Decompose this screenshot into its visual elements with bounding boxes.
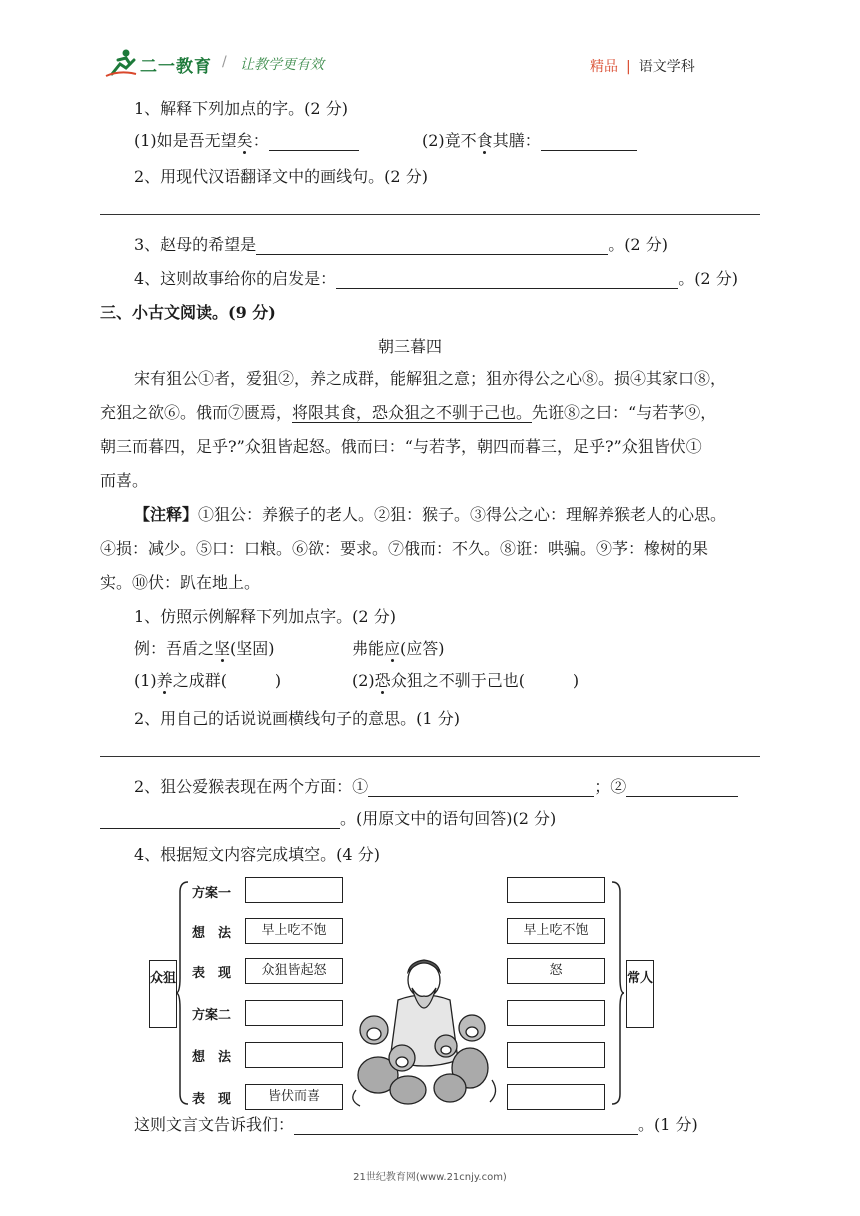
logo [104,48,324,80]
section3-heading: 三、小古文阅读。(9 分) [100,303,276,322]
left-box-behavior-1[interactable]: 众狙皆起怒 [245,958,343,984]
note-text: ①狙公：养猴子的老人。②狙：猴子。③得公之心：理解养猴老人的心思。 [198,505,727,524]
underlined-sentence: 将限其食，恐众狙之不驯于己也。 [292,403,533,422]
page-footer: 21世纪教育网(www.21cnjy.com) [353,1172,507,1183]
s3-item3-cont [100,806,556,829]
example-text: (应答) [400,639,445,658]
dotted-char: 应 [384,639,401,658]
dotted-char: 坚 [214,639,231,658]
right-brace-icon [610,878,624,1108]
right-group-label: 常人 [627,971,654,986]
left-brace-icon [176,878,190,1108]
answer-blank[interactable] [541,133,637,151]
right-group-box [626,960,654,1028]
s3-last-score: 。(1 分) [638,1115,698,1134]
right-box-plan-2[interactable] [507,1000,605,1026]
answer-blank[interactable] [368,779,594,797]
sub-item-number: (2) [352,671,375,690]
old-man-and-monkeys-illustration-icon [346,950,502,1110]
s3-item1-b[interactable] [352,668,579,691]
left-group-box [149,960,177,1028]
answer-blank[interactable] [269,133,359,151]
q2-item4-score: 。(2 分) [678,269,738,288]
passage-line-4: 而喜。 [100,471,149,490]
s3-example-1 [134,636,275,659]
s3-item4: 4、根据短文内容完成填空。(4 分) [134,845,380,864]
example-text: 弗能 [352,639,385,658]
q2-item3 [134,232,668,255]
q2-item1-b [422,128,637,151]
passage-text: 充狙之欲⑥。俄而⑦匮焉， [100,403,293,422]
answer-blank[interactable] [256,237,608,255]
quality-tag: 精品 [590,59,618,75]
logo-separator: / [222,54,227,70]
s3-item2: 2、用自己的话说说画横线句子的意思。(1 分) [134,709,460,728]
s3-item3-note: 。(用原文中的语句回答)(2 分) [340,809,557,828]
header-tags [590,56,695,76]
label-plan-2: 方案二 [192,1008,232,1023]
example-text: 例：吾盾之 [134,639,215,658]
left-box-thought-2[interactable] [245,1042,343,1068]
q2-item1-a-colon: ： [252,131,269,150]
label-thought-1: 想 法 [192,926,232,941]
logo-slogan: 让教学更有效 [240,57,324,73]
q2-item1: 1、解释下列加点的字。(2 分) [134,99,348,118]
right-box-behavior-2[interactable] [507,1084,605,1110]
runner-logo-icon [104,48,138,78]
s3-example-2 [352,636,445,659]
answer-blank[interactable] [294,1117,638,1135]
answer-line[interactable] [100,756,760,757]
subject-tag: 语文学科 [638,59,695,75]
left-box-behavior-2[interactable]: 皆伏而喜 [245,1084,343,1110]
s3-item3-text: 2、狙公爱猴表现在两个方面：① [134,777,369,796]
right-box-thought-1[interactable]: 早上吃不饱 [507,918,605,944]
dotted-char: 食 [476,131,493,150]
dotted-char: 养 [156,671,173,690]
passage-title: 朝三暮四 [378,337,443,356]
right-box-behavior-1[interactable]: 怒 [507,958,605,984]
right-box-thought-2[interactable] [507,1042,605,1068]
s3-item1-a[interactable] [134,668,281,691]
passage-line-1: 宋有狙公①者，爱狙②，养之成群，能解狙之意；狙亦得公之心⑧。损④其家口⑧， [134,369,727,388]
label-behavior-1: 表 现 [192,966,232,981]
logo-text: 二一教育 [140,57,212,77]
s3-item1: 1、仿照示例解释下列加点字。(2 分) [134,607,396,626]
q2-item3-text: 3、赵母的希望是 [134,235,257,254]
sub-item-text: 之成群( ) [172,671,282,690]
left-box-plan-2[interactable] [245,1000,343,1026]
q2-item1-a [134,128,359,151]
q2-item1-b-text: (2)竟不 [422,131,477,150]
page-header [0,0,860,90]
passage-text: 先诳⑧之曰：“与若芧⑨， [532,403,717,422]
label-behavior-2: 表 现 [192,1092,232,1107]
answer-line[interactable] [100,214,760,215]
example-text: (坚固) [230,639,275,658]
dotted-char: 矣 [236,131,253,150]
note-line-2: ④损：减少。⑤口：口粮。⑥欲：要求。⑦俄而：不久。⑧诳：哄骗。⑨芧：橡树的果 [100,539,709,558]
label-plan-1: 方案一 [192,886,232,901]
label-thought-2: 想 法 [192,1050,232,1065]
answer-blank[interactable] [336,271,678,289]
q2-item1-b-colon: 其膳： [492,131,541,150]
q2-item4 [134,266,738,289]
dotted-char: 恐 [374,671,391,690]
q2-item2: 2、用现代汉语翻译文中的画线句。(2 分) [134,167,428,186]
passage-line-2 [100,400,716,423]
q2-item3-score: 。(2 分) [608,235,668,254]
s3-item3 [134,774,738,797]
answer-blank[interactable] [100,811,340,829]
s3-item3-sep: ；② [594,777,627,796]
s3-last-text: 这则文言文告诉我们： [134,1115,295,1134]
right-box-plan-1[interactable] [507,877,605,903]
note-line-1 [134,502,726,525]
q2-item1-a-text: (1)如是吾无望 [134,131,237,150]
q2-item4-text: 4、这则故事给你的启发是： [134,269,337,288]
sub-item-text: 众狙之不驯于己也( ) [390,671,580,690]
left-box-plan-1[interactable] [245,877,343,903]
left-box-thought-1[interactable]: 早上吃不饱 [245,918,343,944]
note-label: 【注释】 [134,505,199,524]
note-line-3: 实。⑩伏：趴在地上。 [100,573,261,592]
passage-line-3: 朝三而暮四，足乎?”众狙皆起怒。俄而曰：“与若芧，朝四而暮三，足乎?”众狙皆伏① [100,437,702,456]
sub-item-number: (1) [134,671,157,690]
answer-blank[interactable] [626,779,738,797]
s3-last-item [134,1112,698,1135]
tag-divider: | [626,59,631,75]
left-group-label: 众狙 [150,971,177,986]
